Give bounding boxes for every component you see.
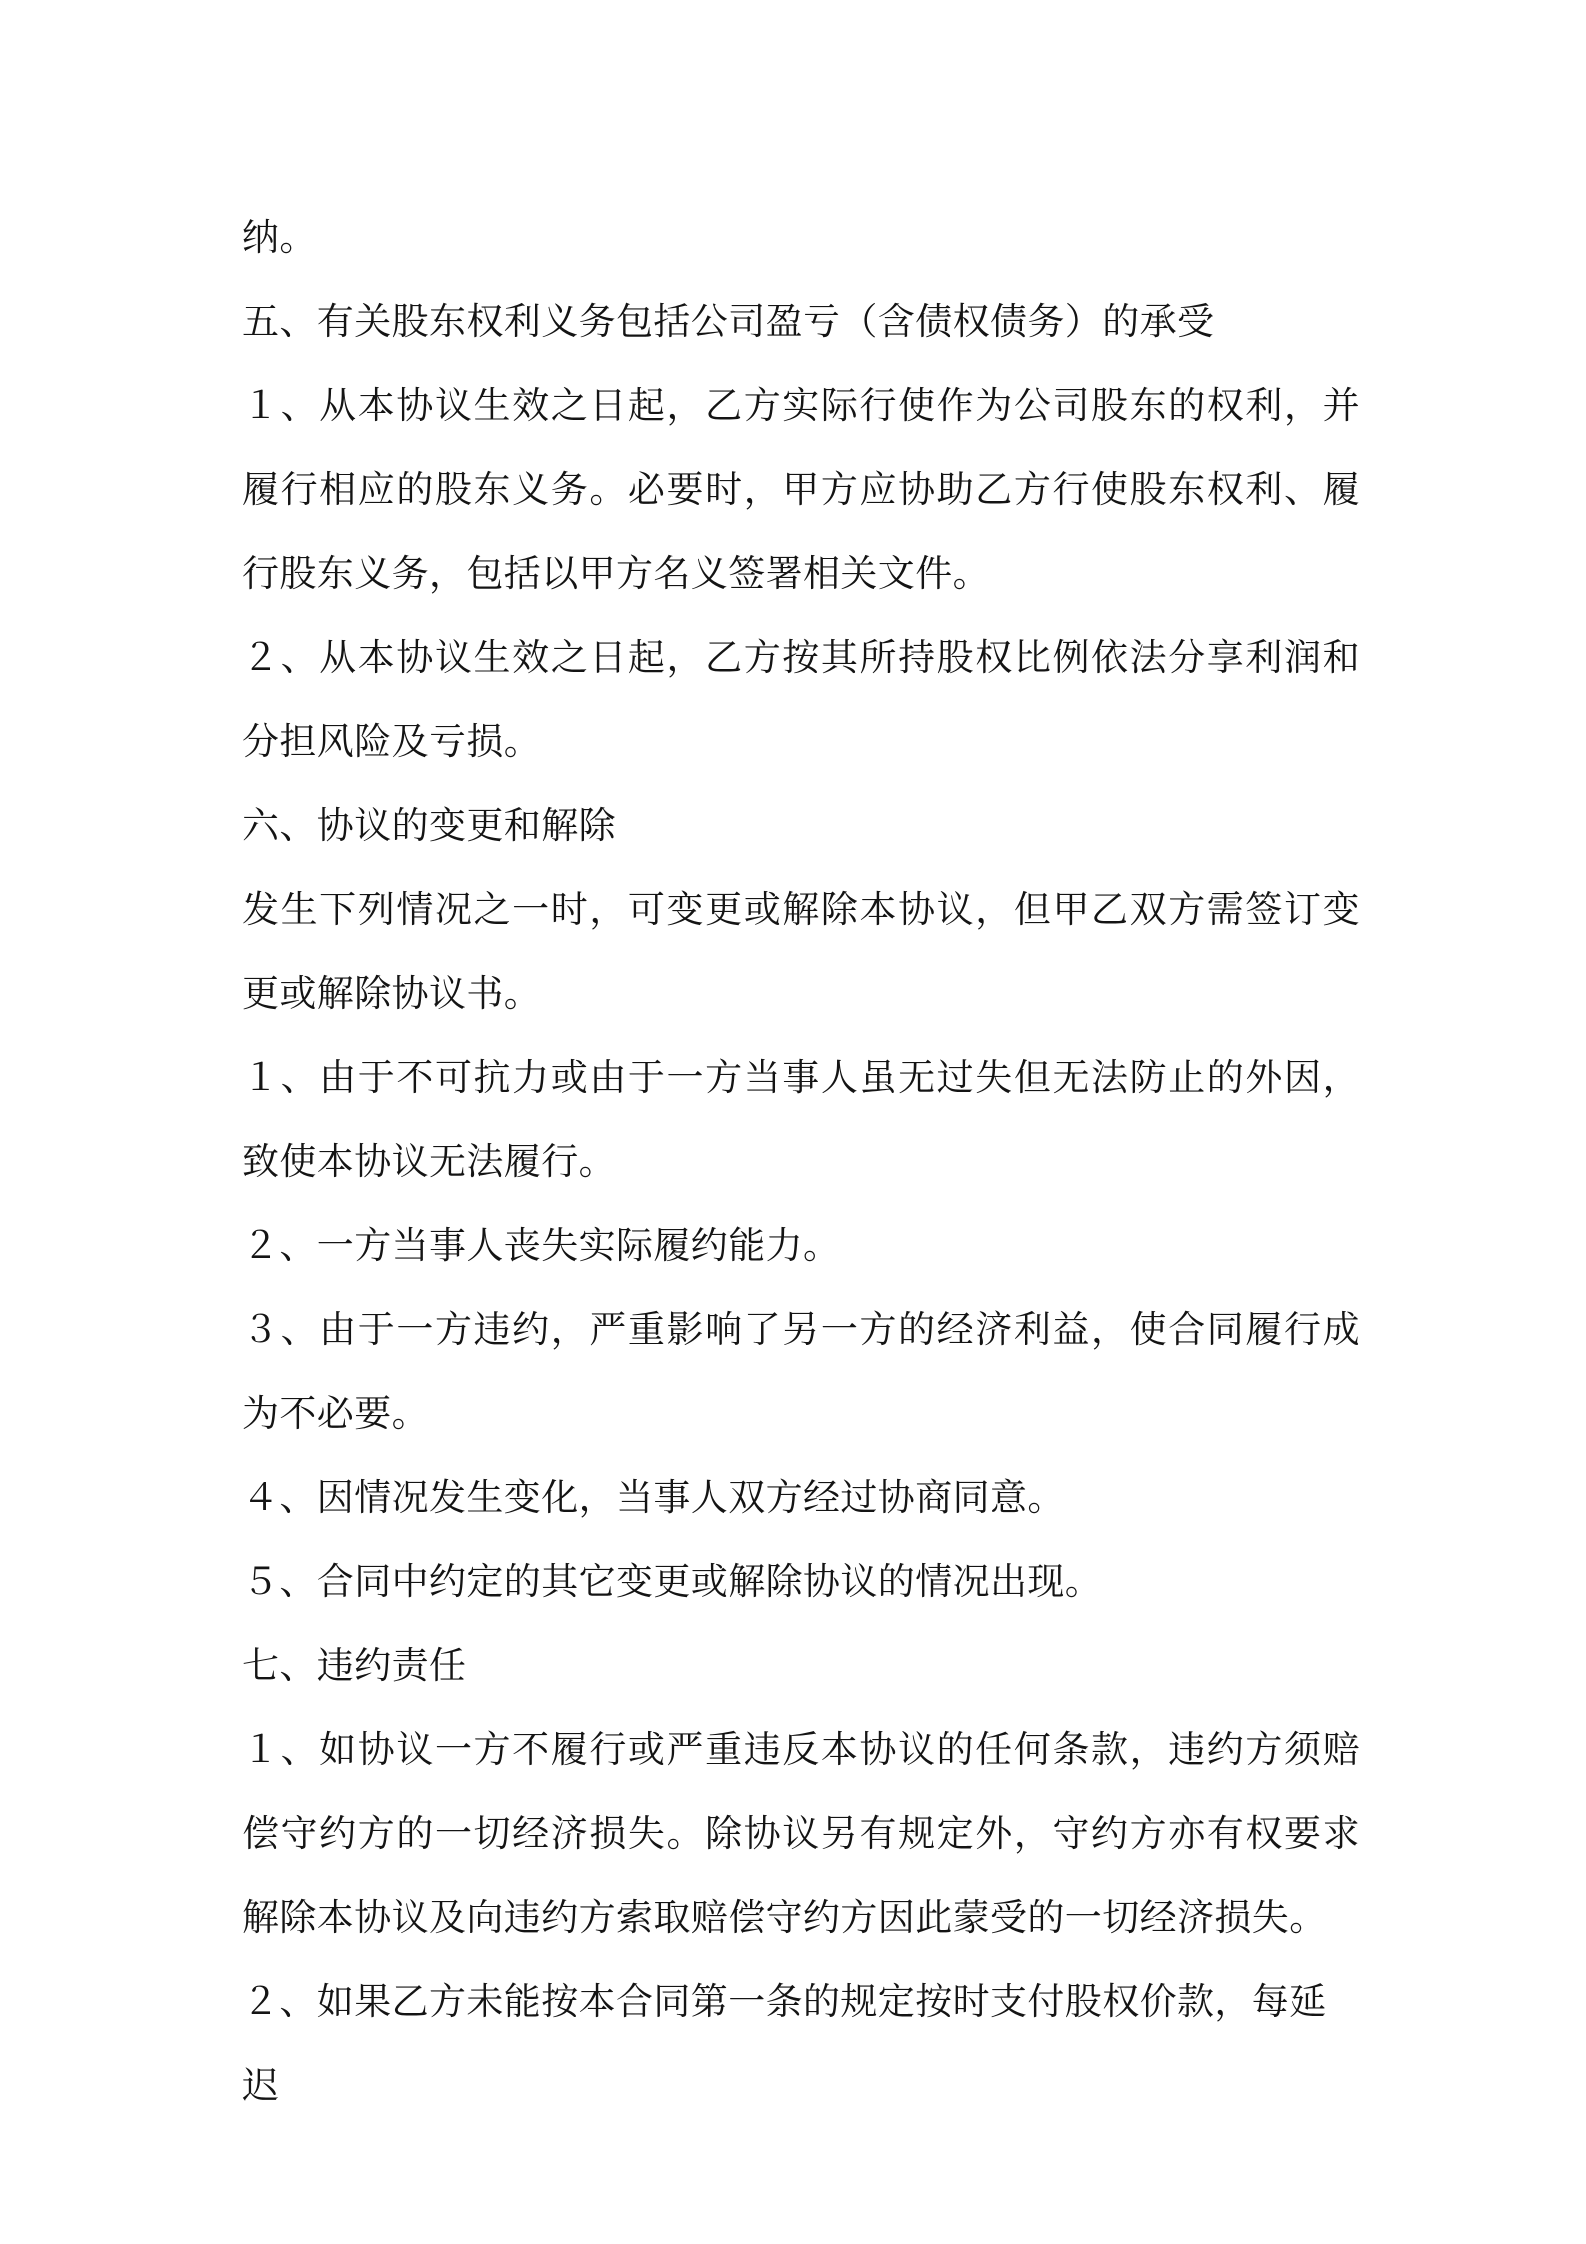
- clause-6-3: ３、由于一方违约，严重影响了另一方的经济利益，使合同履行成为不必要。: [242, 1308, 1360, 1435]
- section-heading-6: 六、协议的变更和解除: [242, 804, 616, 847]
- clause-6-1: １、由于不可抗力或由于一方当事人虽无过失但无法防止的外因，致使本协议无法履行。: [242, 1056, 1360, 1183]
- clause-6-4: ４、因情况发生变化，当事人双方经过协商同意。: [242, 1476, 1065, 1519]
- section-heading-5: 五、有关股东权利义务包括公司盈亏（含债权债务）的承受: [242, 300, 1215, 343]
- clause-6-5: ５、合同中约定的其它变更或解除协议的情况出现。: [242, 1560, 1103, 1603]
- section-6-intro: 发生下列情况之一时，可变更或解除本协议，但甲乙双方需签订变更或解除协议书。: [242, 888, 1360, 1015]
- paragraph-continuation: 纳。: [242, 216, 317, 259]
- clause-5-1: １、从本协议生效之日起，乙方实际行使作为公司股东的权利，并履行相应的股东义务。必要时，甲方应协助乙方行使股东权利、履行股东义务，包括以甲方名义签署相关文件。: [242, 384, 1360, 595]
- clause-7-2: ２、如果乙方未能按本合同第一条的规定按时支付股权价款，每延迟: [242, 1980, 1327, 2107]
- document-body: [242, 196, 1360, 2128]
- clause-5-2: ２、从本协议生效之日起，乙方按其所持股权比例依法分享利润和分担风险及亏损。: [242, 636, 1360, 763]
- clause-6-2: ２、一方当事人丧失实际履约能力。: [242, 1224, 841, 1267]
- clause-7-1: １、如协议一方不履行或严重违反本协议的任何条款，违约方须赔偿守约方的一切经济损失。除协议另有规定外，守约方亦有权要求解除本协议及向违约方索取赔偿守约方因此蒙受的一切经济损失。: [242, 1728, 1360, 1939]
- section-heading-7: 七、违约责任: [242, 1644, 467, 1687]
